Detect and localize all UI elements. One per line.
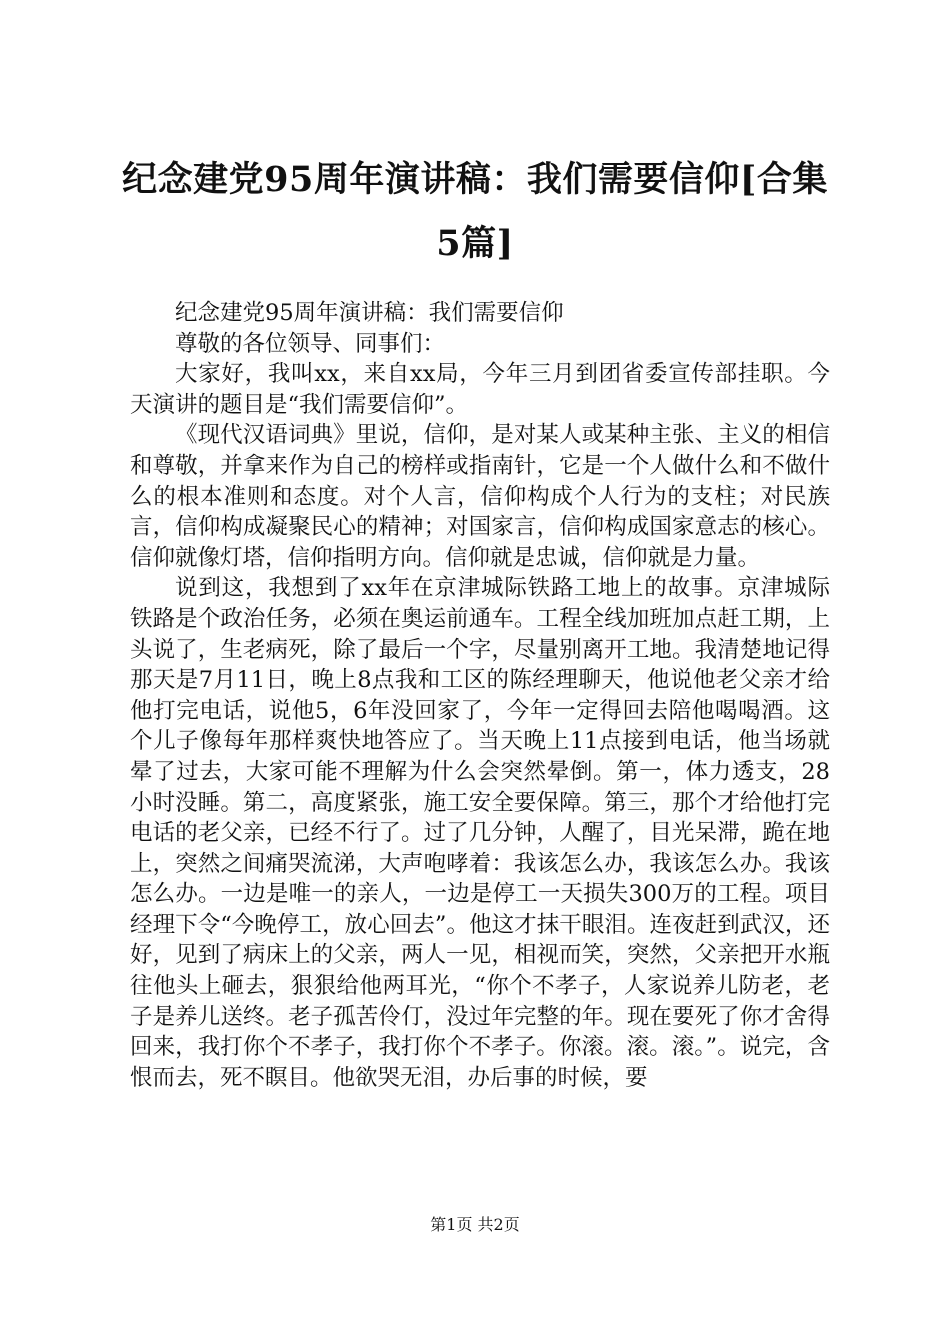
paragraph-definition: 《现代汉语词典》里说，信仰，是对某人或某种主张、主义的相信和尊敬，并拿来作为自己的榜样或指南针，它是一个人做什么和不做什么的根本准则和态度。对个人言，信仰构成个人行为的支柱；对民族言，信仰构成凝聚民心的精神；对国家言，信仰构成国家意志的核心。信仰就像灯塔，信仰指明方向。信仰就是忠诚，信仰就是力量。 [130,422,830,571]
paragraph-story: 说到这，我想到了xx年在京津城际铁路工地上的故事。京津城际铁路是个政治任务，必须在奥运前通车。工程全线加班加点赶工期，上头说了，生老病死，除了最后一个字，尽量别离开工地。我清楚地记得那天是7月11日，晚上8点我和工区的陈经理聊天，他说他老父亲才给他打完电话，说他5，6年没回家了，今年一定得回去陪他喝喝酒。这个儿子像每年那样爽快地答应了。当天晚上11点接到电话，他当场就晕了过去，大家可能不理解为什么会突然晕倒。第一，体力透支，28小时没睡。第二，高度紧张，施工安全要保障。第三，那个才给他打完电话的老父亲，已经不行了。过了几分钟，人醒了，目光呆滞，跪在地上，突然之间痛哭流涕，大声咆哮着：我该怎么办，我该怎么办。我该怎么办。一边是唯一的亲人，一边是停工一天损失300万的工程。项目经理下令“今晚停工，放心回去”。他这才抹干眼泪。连夜赶到武汉，还好，见到了病床上的父亲，两人一见，相视而笑，突然，父亲把开水瓶往他头上砸去，狠狠给他两耳光，“你个不孝子，人家说养儿防老，老子是养儿送终。老子孤苦伶仃，没过年完整的年。现在要死了你才舍得回来，我打你个不孝子，我打你个不孝子。你滚。滚。滚。”。说完，含恨而去，死不瞑目。他欲哭无泪，办后事的时候，要 [130,575,830,1091]
page-footer: 第1页 共2页 [430,1215,520,1234]
paragraph-intro: 大家好，我叫xx，来自xx局，今年三月到团省委宣传部挂职。今天演讲的题目是“我们需要信仰”。 [130,361,830,418]
paragraph-salutation: 尊敬的各位领导、同事们： [175,330,446,357]
paragraph-heading: 纪念建党95周年演讲稿：我们需要信仰 [175,300,564,326]
document-body [130,298,830,1093]
document-title: 纪念建党95周年演讲稿：我们需要信仰[合集5篇] [122,159,828,264]
